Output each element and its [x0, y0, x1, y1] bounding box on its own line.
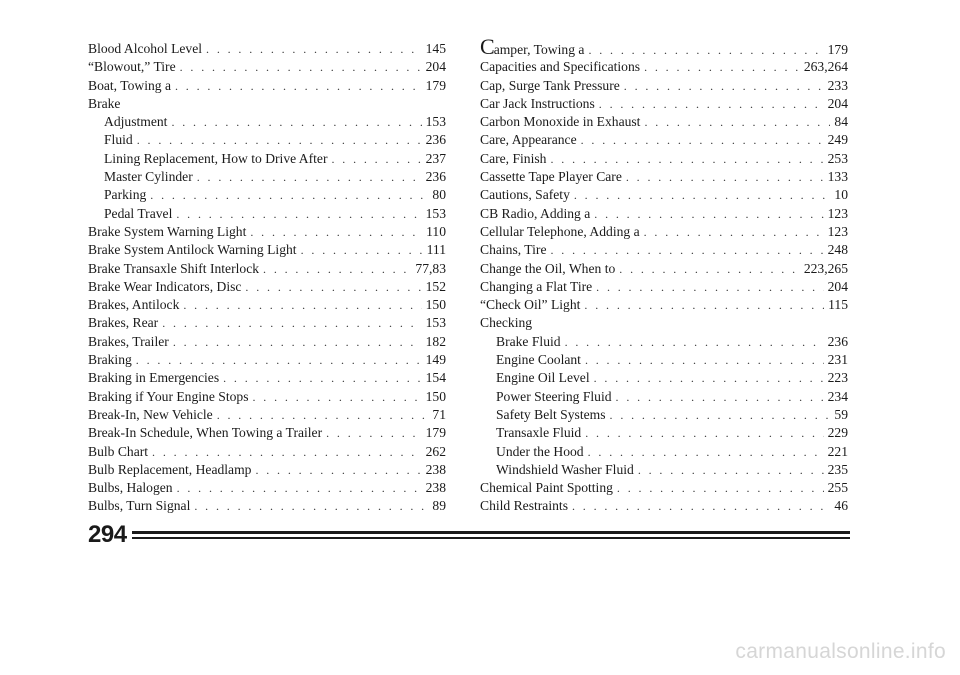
index-entry-label: Cautions, Safety: [480, 187, 570, 203]
index-entry: [480, 497, 848, 515]
index-entry-page: 236: [425, 169, 446, 185]
index-entry-label: Bulb Replacement, Headlamp: [88, 461, 252, 477]
leader-dots: [177, 479, 422, 497]
leader-dots: [596, 278, 823, 296]
index-entry: [480, 168, 848, 186]
index-entry: [480, 186, 848, 204]
leader-dots: [616, 388, 824, 406]
leader-dots: [173, 333, 422, 351]
index-entry-page: 238: [425, 480, 446, 496]
leader-dots: [162, 314, 421, 332]
index-entry: [88, 241, 446, 259]
index-entry-label: Engine Coolant: [496, 352, 581, 368]
index-entry-label: Adjustment: [104, 114, 168, 130]
index-entry-page: 223: [827, 370, 848, 386]
index-entry-page: 77,83: [415, 260, 446, 276]
index-entry: [480, 278, 848, 296]
index-entry: [88, 260, 446, 278]
leader-dots: [599, 95, 824, 113]
leader-dots: [588, 443, 824, 461]
index-entry-label: Transaxle Fluid: [496, 425, 582, 441]
index-entry: [88, 479, 446, 497]
index-entry: [480, 58, 848, 76]
index-entry-page: 262: [425, 443, 446, 459]
index-entry-label: Care, Appearance: [480, 132, 577, 148]
leader-dots: [152, 443, 422, 461]
leader-dots: [581, 131, 824, 149]
leader-dots: [150, 186, 428, 204]
leader-dots: [550, 241, 823, 259]
index-entry-page: 179: [425, 77, 446, 93]
index-entry: [480, 424, 848, 442]
leader-dots: [572, 497, 830, 515]
watermark: carmanualsonline.info: [735, 640, 946, 663]
leader-dots: [217, 406, 429, 424]
leader-dots: [588, 41, 823, 59]
index-entry: [480, 150, 848, 168]
index-entry: [480, 351, 848, 369]
leader-dots: [194, 497, 428, 515]
index-column-left: [88, 40, 446, 516]
leader-dots: [624, 77, 824, 95]
leader-dots: [574, 186, 831, 204]
leader-dots: [594, 369, 824, 387]
index-entry: [88, 168, 446, 186]
footer-rule-thick: [132, 531, 850, 534]
index-entry: [88, 333, 446, 351]
leader-dots: [250, 223, 422, 241]
leader-dots: [644, 223, 824, 241]
index-entry-page: 204: [827, 95, 848, 111]
index-entry-page: 123: [827, 205, 848, 221]
index-entry-page: 238: [425, 461, 446, 477]
index-entry-label: Change the Oil, When to: [480, 260, 616, 276]
leader-dots: [253, 388, 422, 406]
index-entry-page: 133: [827, 169, 848, 185]
leader-dots: [644, 58, 800, 76]
index-entry: [480, 406, 848, 424]
leader-dots: [206, 40, 422, 58]
index-entry-page: 111: [426, 242, 446, 258]
index-entry-label: Cassette Tape Player Care: [480, 169, 622, 185]
index-entry-label: Safety Belt Systems: [496, 406, 606, 422]
index-entry: [88, 77, 446, 95]
index-entry: [480, 131, 848, 149]
index-entry-page: 10: [834, 187, 848, 203]
index-entry: [480, 113, 848, 131]
index-entry-label: Brake: [88, 95, 121, 111]
index-entry-label: Care, Finish: [480, 150, 547, 166]
leader-dots: [626, 168, 824, 186]
index-entry-label: Cap, Surge Tank Pressure: [480, 77, 620, 93]
index-entry-page: 255: [827, 480, 848, 496]
index-entry-first: [480, 34, 848, 59]
index-entry-label: Brakes, Antilock: [88, 297, 180, 313]
index-entry-label: Brake Transaxle Shift Interlock: [88, 260, 260, 276]
index-entry-page: 115: [828, 297, 848, 313]
index-entry-label: Parking: [104, 187, 147, 203]
index-entry-label: Brakes, Rear: [88, 315, 159, 331]
index-entry-page: 237: [425, 150, 446, 166]
drop-cap-letter: C: [480, 34, 494, 59]
leader-dots: [585, 351, 824, 369]
index-entry: [480, 443, 848, 461]
index-entry-page: 179: [827, 42, 848, 57]
index-entry: [480, 205, 848, 223]
leader-dots: [180, 58, 422, 76]
index-entry-page: 123: [827, 223, 848, 239]
index-entry: [88, 351, 446, 369]
index-entry-page: 153: [425, 205, 446, 221]
index-entry-label: Changing a Flat Tire: [480, 278, 593, 294]
index-entry-label: Child Restraints: [480, 498, 568, 514]
leader-dots: [326, 424, 421, 442]
index-entry-page: 263,264: [803, 59, 848, 75]
index-entry-label: Braking in Emergencies: [88, 370, 220, 386]
index-entry-label: Braking: [88, 352, 132, 368]
index-entry: [480, 369, 848, 387]
index-entry-label: “Check Oil” Light: [480, 297, 581, 313]
index-entry: [480, 241, 848, 259]
index-entry-label: Cellular Telephone, Adding a: [480, 223, 640, 239]
index-entry-label: Brake System Warning Light: [88, 223, 247, 239]
index-entry-page: 223,265: [803, 260, 848, 276]
index-entry: [88, 150, 446, 168]
index-entry: [88, 205, 446, 223]
index-column-right: [480, 34, 848, 516]
index-entry-page: 229: [827, 425, 848, 441]
index-entry: [88, 424, 446, 442]
leader-dots: [263, 260, 411, 278]
index-entry-label: CB Radio, Adding a: [480, 205, 591, 221]
index-entry: [480, 479, 848, 497]
index-entry-label: Boat, Towing a: [88, 77, 171, 93]
index-entry-page: 249: [827, 132, 848, 148]
index-entry-page: 248: [827, 242, 848, 258]
leader-dots: [331, 150, 421, 168]
index-entry-page: 182: [425, 333, 446, 349]
index-entry: [480, 95, 848, 113]
index-entry-page: 204: [827, 278, 848, 294]
index-entry-page: 233: [827, 77, 848, 93]
index-entry-label: Blood Alcohol Level: [88, 41, 203, 56]
index-entry-label: Bulbs, Halogen: [88, 480, 173, 496]
index-entry-label: Lining Replacement, How to Drive After: [104, 150, 328, 166]
leader-dots: [183, 296, 421, 314]
index-entry: [88, 369, 446, 387]
index-entry-page: 71: [432, 406, 446, 422]
footer-rule-thin: [132, 537, 850, 539]
index-entry: [480, 223, 848, 241]
index-entry-label: Braking if Your Engine Stops: [88, 388, 249, 404]
leader-dots: [638, 461, 824, 479]
leader-dots: [137, 131, 422, 149]
index-entry: [88, 58, 446, 76]
index-entry-label: Brakes, Trailer: [88, 333, 169, 349]
index-entry: [88, 497, 446, 515]
index-entry-page: 153: [425, 114, 446, 130]
index-entry-label: Under the Hood: [496, 443, 584, 459]
index-entry: [480, 77, 848, 95]
index-entry: [88, 314, 446, 332]
leader-dots: [176, 205, 421, 223]
leader-dots: [610, 406, 831, 424]
index-entry-label: Break-In, New Vehicle: [88, 406, 213, 422]
index-entry-page: 110: [426, 223, 446, 239]
index-entry-page: 89: [432, 498, 446, 514]
index-entry-label: Brake Wear Indicators, Disc: [88, 278, 242, 294]
index-entry-label: Pedal Travel: [104, 205, 173, 221]
index-entry: [88, 296, 446, 314]
page-footer: [88, 520, 850, 550]
leader-dots: [619, 260, 800, 278]
leader-dots: [255, 461, 421, 479]
index-entry-label: Chains, Tire: [480, 242, 547, 258]
index-entry-page: 149: [425, 352, 446, 368]
index-entry-page: 84: [834, 114, 848, 130]
index-entry-page: 235: [827, 461, 848, 477]
index-entry-label: Bulbs, Turn Signal: [88, 498, 191, 514]
leader-dots: [644, 113, 830, 131]
index-entry-label: “Blowout,” Tire: [88, 59, 176, 75]
leader-dots: [136, 351, 422, 369]
leader-dots: [585, 424, 823, 442]
index-entry-page: 150: [425, 388, 446, 404]
index-entry: [88, 131, 446, 149]
index-entry-label: Fluid: [104, 132, 133, 148]
leader-dots: [584, 296, 824, 314]
index-entry: [88, 223, 446, 241]
index-entry-label: Car Jack Instructions: [480, 95, 595, 111]
index-entry-label: Engine Oil Level: [496, 370, 590, 386]
index-entry-page: 59: [834, 406, 848, 422]
index-entry-page: 234: [827, 388, 848, 404]
index-entry-page: 204: [425, 59, 446, 75]
index-entry: [480, 461, 848, 479]
leader-dots: [594, 205, 823, 223]
leader-dots: [175, 77, 422, 95]
index-entry: [88, 278, 446, 296]
index-entry: [88, 461, 446, 479]
leader-dots: [617, 479, 824, 497]
index-entry-label: Bulb Chart: [88, 443, 149, 459]
index-entry-page: 145: [425, 41, 446, 56]
index-entry: [480, 388, 848, 406]
index-entry-label: Chemical Paint Spotting: [480, 480, 613, 496]
index-entry-label: Carbon Monoxide in Exhaust: [480, 114, 641, 130]
index-entry: [88, 186, 446, 204]
index-entry: [88, 443, 446, 461]
index-entry: [480, 314, 848, 332]
index-entry-label: Brake System Antilock Warning Light: [88, 242, 297, 258]
index-entry-page: 150: [425, 297, 446, 313]
index-entry: [88, 40, 446, 58]
index-entry-label: Break-In Schedule, When Towing a Trailer: [88, 425, 323, 441]
leader-dots: [223, 369, 421, 387]
index-entry: [480, 260, 848, 278]
index-entry-page: 153: [425, 315, 446, 331]
index-entry-page: 154: [425, 370, 446, 386]
index-entry-label: Capacities and Specifications: [480, 59, 641, 75]
leader-dots: [245, 278, 421, 296]
leader-dots: [550, 150, 823, 168]
leader-dots: [301, 241, 423, 259]
index-entry-page: 253: [827, 150, 848, 166]
index-entry: [88, 406, 446, 424]
index-entry-page: 46: [834, 498, 848, 514]
index-entry-page: 179: [425, 425, 446, 441]
index-entry-label: Power Steering Fluid: [496, 388, 612, 404]
index-entry-page: 231: [827, 352, 848, 368]
index-entry: [88, 388, 446, 406]
index-entry-label: Brake Fluid: [496, 333, 561, 349]
index-entry-page: 152: [425, 278, 446, 294]
index-entry-page: 221: [827, 443, 848, 459]
index-entry-label: Checking: [480, 315, 533, 331]
page-number: 294: [88, 521, 127, 548]
index-entry-label: Windshield Washer Fluid: [496, 461, 634, 477]
index-entry-page: 236: [827, 333, 848, 349]
leader-dots: [565, 333, 824, 351]
index-entry-label: Camper, Towing a: [480, 34, 585, 59]
index-entry-page: 80: [432, 187, 446, 203]
index-entry: [480, 296, 848, 314]
index-entry-page: 236: [425, 132, 446, 148]
index-entry: [88, 113, 446, 131]
index-entry: [88, 95, 446, 113]
index-entry-label: Master Cylinder: [104, 169, 193, 185]
index-entry: [480, 333, 848, 351]
leader-dots: [197, 168, 422, 186]
leader-dots: [171, 113, 421, 131]
